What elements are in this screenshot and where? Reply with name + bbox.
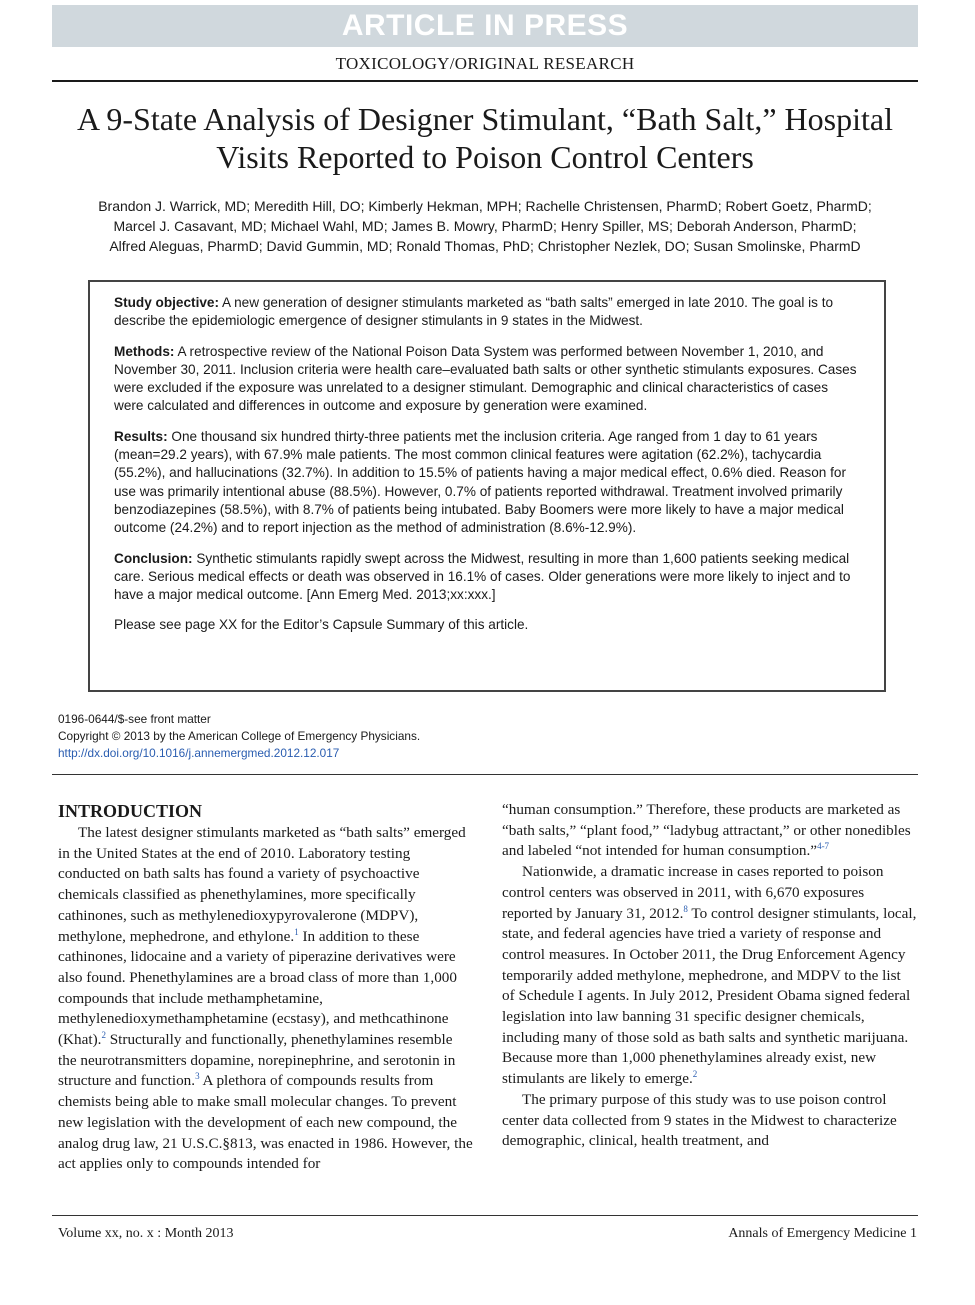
reference-link[interactable]: 1 [294,926,299,937]
abstract-box [88,280,886,692]
authors-line-1: Brandon J. Warrick, MD; Meredith Hill, DO; Kimberly Hekman, MPH; Rachelle Christensen, PharmD; Robert Goetz, PharmD; [98,198,872,214]
reference-link[interactable]: 2 [101,1029,106,1040]
title-line-1: A 9-State Analysis of Designer Stimulant, “Bath Salt,” Hospital [77,101,893,137]
body-column-left [58,800,473,1175]
results-label: Results: [114,428,168,444]
front-matter-rule [52,774,918,775]
footer-rule [52,1215,918,1216]
abstract-results [114,428,860,538]
objective-text: A new generation of designer stimulants marketed as “bath salts” emerged in late 2010. The goal is to describe the epidemiologic emergence of designer stimulants in 9 states in the Midwest. [114,295,834,329]
conclusion-text: Synthetic stimulants rapidly swept across the Midwest, resulting in more than 1,600 patients seeking medical care. Serious medical effects or death was observed in 16.1% of cases. Older generations were more likely to inject and to have a major medical outcome. [Ann Emerg Med. 2013;xx:xxx.] [114,550,851,603]
reference-link[interactable]: 2 [692,1069,698,1080]
intro-paragraph-2 [502,862,917,1090]
abstract-conclusion [114,550,860,605]
capsule-note: Please see page XX for the Editor’s Capsule Summary of this article. [114,617,529,633]
front-matter [58,711,918,762]
authors-line-2: Marcel J. Casavant, MD; Michael Wahl, MD; James B. Mowry, PharmD; Henry Spiller, MS; Deborah Anderson, PharmD; [113,218,857,234]
reference-link[interactable]: 3 [195,1071,200,1082]
intro-paragraph-3: The primary purpose of this study was to use poison control center data collected from 9 states in the Midwest to characterize demographic, clinical, health treatment, and [502,1090,897,1150]
introduction-heading: INTRODUCTION [58,801,203,821]
abstract-methods [114,343,860,416]
authors-line-3: Alfred Aleguas, PharmD; David Gummin, MD; Ronald Thomas, PhD; Christopher Nezlek, DO; Susan Smolinske, PharmD [109,238,861,254]
reference-link[interactable]: 4-7 [817,841,830,852]
footer-volume: Volume xx, no. x : Month 2013 [58,1226,234,1241]
copyright-line: Copyright © 2013 by the American College of Emergency Physicians. [58,729,421,743]
intro-text: Nationwide, a dramatic increase in cases reported to poison control centers was observed in 2011, with 6,670 exposures reported by January 31, 2012. [502,863,884,922]
author-list [52,196,918,256]
conclusion-label: Conclusion: [114,550,193,566]
results-text: One thousand six hundred thirty-three patients met the inclusion criteria. Age ranged from 1 day to 61 years (mean=29.2 years), with 67.9% male patients. The most common clinical features were agitation (62.2%), tachycardia (55.2%), and hallucinations (32.7%). In addition to 15.5% of patients having a major medical effect, 0.6% died. Reason for use was primarily intentional abuse (88.5%). However, 0.7% of patients reported withdrawal. Treatment involved primarily benzodiazepines (58.5%), with 8.7% of patients being intubated. Baby Boomers were more likely to have a major medical outcome (24.2%) and to report injection as the method of administration (8.6%-12.9%). [114,428,846,536]
intro-text: To control designer stimulants, local, state, and federal agencies have tried a variety of response and control measures. In October 2011, the Drug Enforcement Agency temporarily added methylone, mephedrone, and MDPV to the list of Schedule I agents. In July 2012, President Obama signed federal legislation into law banning 31 specific designer chemicals, including many of those sold as bath salts and synthetic marijuana. Because more than 1,000 phenethylamines already exist, new stimulants are likely to emerge. [502,904,917,1088]
intro-paragraph-1-continued [502,800,917,862]
methods-text: A retrospective review of the National Poison Data System was performed between November 1, 2010, and November 30, 2011. Inclusion criteria were health care–evaluated bath salts or other synthetic stimulants exposures. Cases were excluded if the exposure was unrelated to a designer stimulant. Demographic and clinical characteristics of cases were calculated and differences in outcome and exposure by generation were examined. [114,343,857,414]
header-rule [52,80,918,82]
intro-text: In addition to these cathinones, lidocaine and a variety of piperazine derivatives were also found. Phenethylamines are a broad class of more than 1,000 compounds that include methamphetamine, methylenedioxymethamphetamine (ecstasy), and methcathinone (Khat). [58,927,457,1049]
doi-link[interactable]: http://dx.doi.org/10.1016/j.annemergmed.2012.12.017 [58,746,340,760]
article-title [52,100,918,176]
reference-link[interactable]: 8 [683,903,688,914]
intro-text: “human consumption.” Therefore, these products are marketed as “bath salts,” “plant food,” “ladybug attractant,” or other nonedibles and labeled “not intended for human consumption.” [502,801,911,860]
title-line-2: Visits Reported to Poison Control Centers [216,139,754,175]
section-label: TOXICOLOGY/ORIGINAL RESEARCH [335,54,635,73]
objective-label: Study objective: [114,295,219,310]
issn-line: 0196-0644/$-see front matter [58,712,211,726]
methods-label: Methods: [114,343,175,359]
footer-journal-page: Annals of Emergency Medicine 1 [728,1226,917,1241]
abstract-objective [114,294,860,331]
intro-text: The latest designer stimulants marketed as “bath salts” emerged in the United States at the end of 2010. Laboratory testing conducted on bath salts has found a variety of psychoactive chemicals classified as phenethylamines, more specifically cathinones, such as methylenedioxypyrovalerone (MDPV), methylone, mephedrone, and ethylone. [58,824,466,945]
intro-text: A plethora of compounds results from chemists being able to make small molecular changes. To prevent new legislation with the development of each new compound, the analog drug law, 21 U.S.C.§813, was enacted in 1986. However, the act applies only to compounds intended for [58,1072,473,1173]
body-column-right [502,800,917,1152]
intro-text: Structurally and functionally, phenethylamines resemble the neurotransmitters dopamine, norepinephrine, and serotonin in structure and function. [58,1031,456,1090]
article-in-press-banner: ARTICLE IN PRESS [52,5,918,47]
intro-paragraph-1 [58,823,473,1175]
